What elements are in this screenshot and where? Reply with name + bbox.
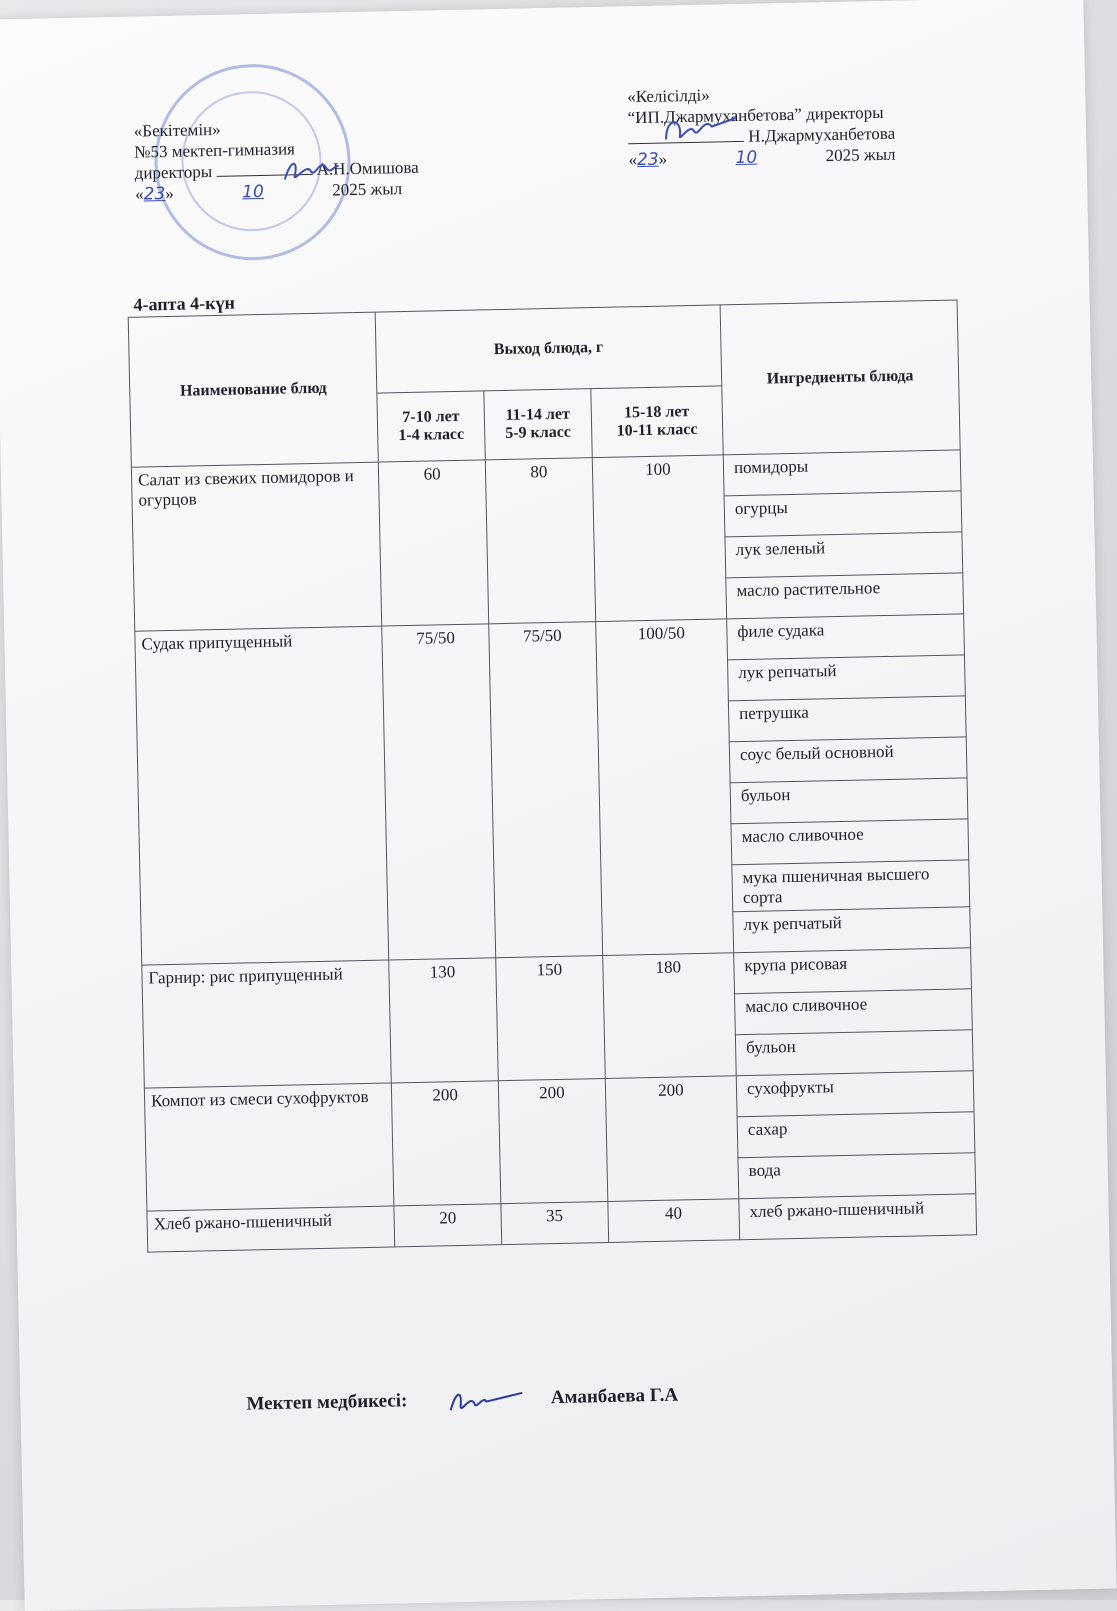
- ingredient-cell: мука пшеничная высшего сорта: [732, 860, 970, 912]
- ingredient-cell: помидоры: [723, 450, 961, 496]
- ingredient-cell: огурцы: [724, 491, 962, 537]
- approval-date-year: 2025 жыл: [332, 179, 403, 200]
- dish-yield: 75/50: [382, 624, 496, 960]
- dish-yield: 80: [485, 458, 595, 624]
- agreement-director-name: Н.Джармуханбетова: [748, 123, 896, 146]
- dish-yield: 150: [496, 956, 605, 1081]
- dish-name: Компот из смеси сухофруктов: [144, 1083, 394, 1211]
- dish-yield: 130: [389, 958, 498, 1083]
- ingredient-cell: лук репчатый: [727, 655, 965, 701]
- dish-yield: 200: [605, 1076, 739, 1202]
- approval-date-month: 10: [241, 181, 265, 203]
- agreement-date-year: 2025 жыл: [825, 144, 896, 166]
- ingredient-cell: хлеб ржано-пшеничный: [739, 1194, 977, 1240]
- ingredient-cell: крупа рисовая: [734, 948, 972, 994]
- dish-yield: 40: [608, 1199, 740, 1243]
- ingredient-cell: лук репчатый: [733, 907, 971, 953]
- ingredient-cell: масло сливочное: [731, 819, 969, 865]
- agreement-title: «Келісілді»: [627, 85, 710, 107]
- dish-yield: 180: [602, 953, 736, 1079]
- dish-yield: 20: [394, 1204, 502, 1247]
- footer-label: Мектеп медбикесі:: [246, 1390, 408, 1415]
- dish-yield: 35: [501, 1201, 609, 1244]
- approval-block: [134, 115, 420, 206]
- ingredient-cell: сухофрукты: [736, 1071, 974, 1117]
- dish-yield: 60: [378, 460, 488, 626]
- header-dish-name: Наименование блюд: [128, 312, 378, 467]
- dish-yield: 100: [592, 455, 727, 622]
- footer-name: Аманбаева Г.А: [550, 1384, 679, 1409]
- approval-date: «23» 10 2025 жыл: [134, 179, 403, 205]
- page-title: 4-апта 4-күн: [133, 292, 236, 315]
- dish-yield: 200: [391, 1081, 500, 1206]
- menu-table-body: [131, 450, 976, 1252]
- ingredient-cell: масло растительное: [726, 573, 964, 619]
- agreement-signature: [659, 108, 740, 150]
- approval-director: директоры А.Н.Омишова: [134, 157, 419, 183]
- ingredient-cell: бульон: [730, 778, 968, 824]
- dish-name: Салат из свежих помидоров и огурцов: [131, 462, 382, 631]
- approval-date-day: 23: [143, 184, 166, 205]
- agreement-date-day: 23: [636, 149, 659, 171]
- ingredient-cell: соус белый основной: [729, 737, 967, 783]
- agreement-date: «23» 10 2025 жыл: [628, 144, 896, 171]
- dish-yield: 200: [498, 1078, 607, 1203]
- ingredient-cell: филе судака: [727, 614, 965, 660]
- header-ingredients: Ингредиенты блюда: [720, 300, 960, 455]
- header-age-group: 7-10 лет 1-4 класс: [377, 391, 485, 462]
- ingredient-cell: лук зеленый: [725, 532, 963, 578]
- dish-yield: 75/50: [489, 622, 603, 958]
- approval-director-name: А.Н.Омишова: [316, 157, 419, 179]
- footer-signature-line: [246, 1382, 678, 1421]
- agreement-company: “ИП.Джармуханбетова” директоры: [627, 102, 884, 128]
- dish-name: Гарнир: рис припущенный: [142, 960, 392, 1088]
- nurse-signature: [446, 1385, 527, 1417]
- ingredient-cell: масло сливочное: [734, 989, 972, 1035]
- ingredient-cell: бульон: [735, 1030, 973, 1076]
- menu-table: [128, 299, 977, 1252]
- director-signature: [280, 152, 341, 187]
- ingredient-cell: сахар: [737, 1112, 975, 1158]
- ingredient-cell: вода: [738, 1153, 976, 1199]
- dish-name: Хлеб ржано-пшеничный: [147, 1206, 395, 1252]
- agreement-date-month: 10: [735, 147, 758, 169]
- approval-school: №53 мектеп-гимназия: [134, 139, 296, 162]
- header-age-group: 11-14 лет 5-9 класс: [484, 389, 592, 460]
- ingredient-cell: петрушка: [728, 696, 966, 742]
- dish-yield: 100/50: [595, 619, 733, 956]
- approval-title: «Бекітемін»: [133, 119, 221, 141]
- dish-name: Судак припущенный: [135, 626, 389, 965]
- header-age-group: 15-18 лет 10-11 класс: [591, 386, 724, 458]
- header-output: Выход блюда, г: [375, 305, 721, 393]
